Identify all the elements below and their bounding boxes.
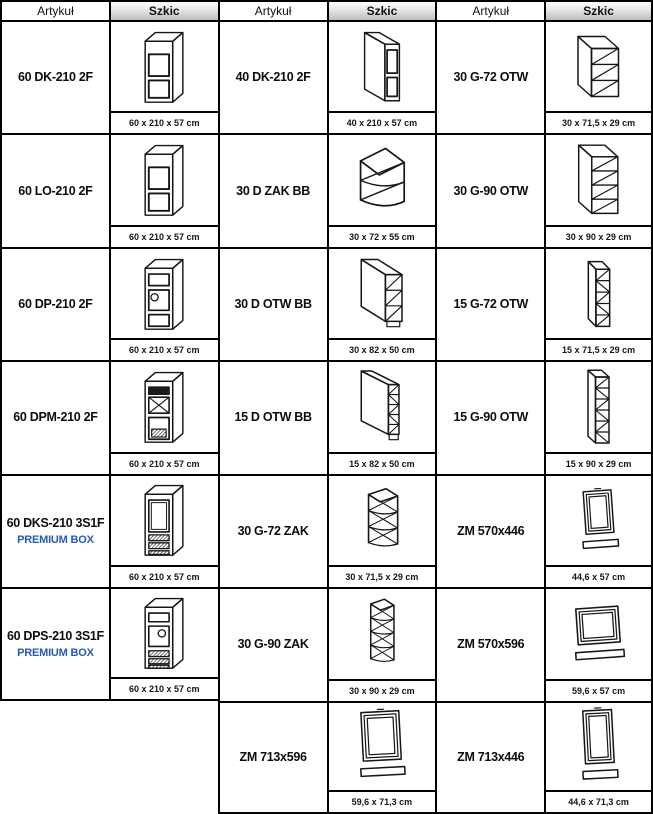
corner-wall-open-3-sketch-icon: [351, 480, 413, 560]
sketch-area: [329, 589, 436, 678]
dimensions-label: 30 x 82 x 50 cm: [329, 338, 436, 360]
sketch-cell: [327, 133, 436, 246]
article-name: ZM 713x446: [457, 749, 525, 764]
article-name: 30 D ZAK BB: [236, 183, 310, 198]
sketch-cell: [109, 20, 218, 133]
dimensions-label: 60 x 210 x 57 cm: [111, 565, 218, 587]
sketch-cell: [544, 247, 653, 360]
article-name: 30 G-90 OTW: [453, 183, 528, 198]
dimensions-label: 44,6 x 71,3 cm: [546, 790, 651, 812]
dimensions-label: 60 x 210 x 57 cm: [111, 338, 218, 360]
article-name: 60 DKS-210 3S1F: [6, 516, 105, 531]
article-cell: [0, 20, 109, 133]
article-name: 60 LO-210 2F: [18, 183, 93, 198]
column-header-sketch: Szkic: [327, 0, 436, 20]
article-cell: [0, 247, 109, 360]
article-cell: [435, 247, 544, 360]
column-header-article: Artykuł: [435, 0, 544, 20]
sketch-cell: [544, 20, 653, 133]
sketch-cell: [327, 587, 436, 700]
dimensions-label: 59,6 x 57 cm: [546, 679, 651, 701]
sketch-area: [329, 249, 436, 338]
tall-cabinet-door-3-drawers-sketch-icon: [135, 478, 193, 562]
sketch-cell: [327, 474, 436, 587]
sketch-area: [546, 22, 651, 111]
dimensions-label: 59,6 x 71,3 cm: [329, 790, 436, 812]
article-cell: [435, 701, 544, 814]
sketch-area: [329, 135, 436, 224]
tall-cabinet-2-fronts-sketch-icon: [135, 138, 193, 222]
corner-wall-open-4-sketch-icon: [353, 593, 411, 675]
open-wall-unit-3-shelves-sketch-icon: [569, 29, 629, 104]
article-cell: [0, 133, 109, 246]
dimensions-label: 60 x 210 x 57 cm: [111, 111, 218, 133]
sketch-area: [329, 22, 436, 111]
article-cell: [218, 133, 327, 246]
sketch-cell: [544, 133, 653, 246]
article-cell: [218, 474, 327, 587]
article-cell: [0, 474, 109, 587]
sketch-area: [329, 362, 436, 451]
article-name: 30 G-72 OTW: [453, 70, 528, 85]
open-base-shelf-30-sketch-icon: [346, 252, 418, 335]
sketch-area: [111, 589, 218, 676]
premium-box-label: PREMIUM BOX: [17, 534, 94, 547]
article-cell: [435, 20, 544, 133]
article-name: ZM 713x596: [239, 749, 307, 764]
sketch-cell: [544, 360, 653, 473]
dimensions-label: 44,6 x 57 cm: [546, 565, 651, 587]
end-panel-frame-portrait-sketch-icon: [566, 482, 632, 559]
article-name: 60 DP-210 2F: [18, 297, 93, 312]
sketch-cell: [544, 474, 653, 587]
sketch-cell: [109, 247, 218, 360]
article-name: 15 G-90 OTW: [453, 410, 528, 425]
article-cell: [218, 247, 327, 360]
sketch-area: [111, 22, 218, 111]
tall-cabinet-2-fronts-narrow-sketch-icon: [353, 25, 411, 109]
end-panel-frame-narrow-sketch-icon: [565, 704, 633, 789]
sketch-area: [546, 476, 651, 565]
column-header-sketch: Szkic: [109, 0, 218, 20]
tall-oven-cabinet-sketch-icon: [135, 252, 193, 336]
article-cell: [218, 360, 327, 473]
empty-cell: [109, 701, 218, 814]
tall-oven-cabinet-3-drawers-sketch-icon: [135, 591, 193, 675]
open-wall-unit-4-shelves-sketch-icon: [570, 139, 628, 221]
article-cell: [435, 133, 544, 246]
sketch-area: [111, 476, 218, 565]
dimensions-label: 30 x 71,5 x 29 cm: [329, 565, 436, 587]
sketch-area: [111, 249, 218, 338]
sketch-cell: [109, 587, 218, 700]
sketch-area: [111, 135, 218, 224]
open-wall-unit-narrow-5-sketch-icon: [576, 254, 622, 334]
article-cell: [435, 474, 544, 587]
dimensions-label: 60 x 210 x 57 cm: [111, 452, 218, 474]
article-cell: [0, 587, 109, 700]
article-cell: [218, 20, 327, 133]
article-name: 30 D OTW BB: [234, 297, 312, 312]
empty-cell: [0, 701, 109, 814]
article-name: 15 D OTW BB: [234, 410, 312, 425]
dimensions-label: 15 x 71,5 x 29 cm: [546, 338, 651, 360]
sketch-cell: [109, 133, 218, 246]
article-name: ZM 570x596: [457, 637, 525, 652]
article-name: 60 DPS-210 3S1F: [6, 628, 104, 643]
column-header-article: Artykuł: [218, 0, 327, 20]
open-base-shelf-15-sketch-icon: [346, 365, 418, 448]
dimensions-label: 30 x 90 x 29 cm: [329, 679, 436, 701]
end-panel-frame-tall-sketch-icon: [346, 704, 418, 789]
tall-oven-microwave-cabinet-sketch-icon: [135, 365, 193, 449]
end-panel-frame-landscape-sketch-icon: [562, 595, 636, 673]
dimensions-label: 15 x 90 x 29 cm: [546, 452, 651, 474]
sketch-area: [546, 703, 651, 790]
sketch-area: [546, 589, 651, 678]
sketch-cell: [544, 587, 653, 700]
column-header-sketch: Szkic: [544, 0, 653, 20]
dimensions-label: 60 x 210 x 57 cm: [111, 225, 218, 247]
open-wall-unit-narrow-6-sketch-icon: [576, 365, 621, 449]
sketch-cell: [327, 20, 436, 133]
sketch-area: [111, 362, 218, 451]
article-cell: [435, 587, 544, 700]
sketch-area: [546, 249, 651, 338]
dimensions-label: 40 x 210 x 57 cm: [329, 111, 436, 133]
sketch-cell: [327, 360, 436, 473]
article-name: 60 DK-210 2F: [17, 70, 93, 85]
sketch-cell: [109, 474, 218, 587]
sketch-area: [329, 703, 436, 790]
article-name: 30 G-90 ZAK: [237, 637, 309, 652]
column-header-article: Artykuł: [0, 0, 109, 20]
dimensions-label: 60 x 210 x 57 cm: [111, 677, 218, 699]
tall-cabinet-2-fronts-sketch-icon: [135, 25, 193, 109]
dimensions-label: 15 x 82 x 50 cm: [329, 452, 436, 474]
article-cell: [0, 360, 109, 473]
dimensions-label: 30 x 71,5 x 29 cm: [546, 111, 651, 133]
premium-box-label: PREMIUM BOX: [17, 646, 94, 659]
article-cell: [435, 360, 544, 473]
sketch-cell: [544, 701, 653, 814]
article-name: ZM 570x446: [457, 523, 525, 538]
sketch-cell: [109, 360, 218, 473]
article-cell: [218, 701, 327, 814]
sketch-area: [546, 135, 651, 224]
article-name: 60 DPM-210 2F: [13, 410, 98, 425]
sketch-cell: [327, 247, 436, 360]
article-name: 30 G-72 ZAK: [237, 523, 309, 538]
article-name: 40 DK-210 2F: [235, 70, 311, 85]
article-cell: [218, 587, 327, 700]
corner-base-open-shelf-sketch-icon: [345, 139, 419, 221]
dimensions-label: 30 x 72 x 55 cm: [329, 225, 436, 247]
article-name: 15 G-72 OTW: [453, 297, 528, 312]
sketch-cell: [327, 701, 436, 814]
sketch-area: [546, 362, 651, 451]
dimensions-label: 30 x 90 x 29 cm: [546, 225, 651, 247]
sketch-area: [329, 476, 436, 565]
